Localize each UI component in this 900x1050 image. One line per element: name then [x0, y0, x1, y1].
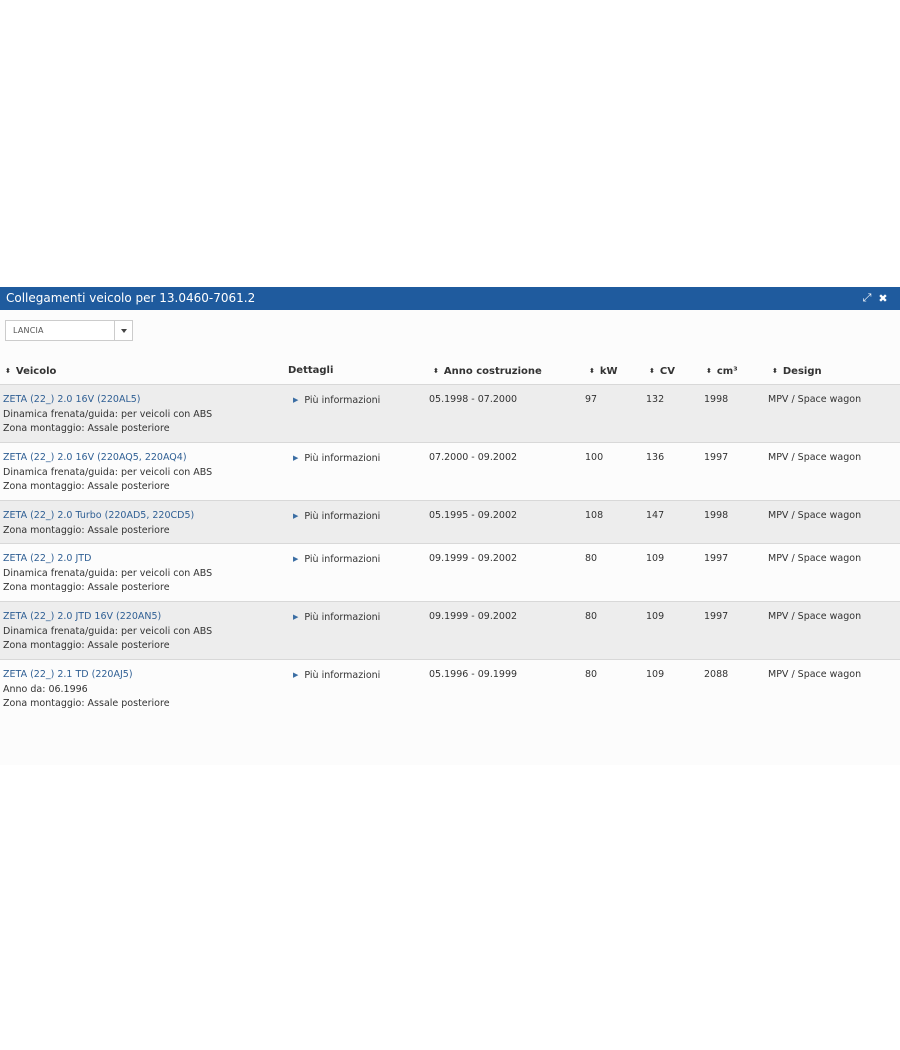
- design-cell: MPV / Space wagon: [768, 669, 862, 680]
- design-cell: MPV / Space wagon: [768, 611, 862, 622]
- caret-right-icon: ▶: [293, 613, 299, 621]
- table-row: [0, 543, 900, 601]
- caret-right-icon: ▶: [293, 454, 299, 462]
- column-header-years[interactable]: [433, 365, 542, 378]
- cv-cell: 109: [646, 553, 665, 564]
- vehicle-link[interactable]: ZETA (22_) 2.0 JTD 16V (220AN5): [3, 611, 162, 622]
- vehicle-note: Zona montaggio: Assale posteriore: [3, 698, 170, 709]
- vehicle-note: Dinamica frenata/guida: per veicoli con ABS: [3, 625, 213, 637]
- column-header-design[interactable]: [772, 365, 822, 378]
- years-cell: 05.1996 - 09.1999: [429, 669, 518, 680]
- more-info-link[interactable]: [293, 393, 380, 409]
- cv-cell: 132: [646, 394, 665, 405]
- more-info-link[interactable]: [293, 610, 380, 626]
- vehicle-note: Zona montaggio: Assale posteriore: [3, 524, 170, 536]
- kw-cell: 97: [585, 394, 598, 405]
- column-header-cv[interactable]: [649, 365, 675, 378]
- cv-cell: 136: [646, 452, 665, 463]
- more-info-label: Più informazioni: [304, 554, 381, 565]
- vehicle-cell: [3, 552, 212, 596]
- more-info-link[interactable]: [293, 509, 380, 525]
- more-info-label: Più informazioni: [304, 511, 381, 522]
- more-info-label: Più informazioni: [304, 453, 381, 464]
- sort-icon: ⬍: [5, 367, 11, 375]
- vehicle-note: Zona montaggio: Assale posteriore: [3, 582, 170, 593]
- cm3-cell: 1997: [704, 553, 729, 564]
- cm3-cell: 1998: [704, 510, 729, 521]
- cv-cell: 147: [646, 510, 665, 521]
- brand-select-value: LANCIA: [13, 326, 44, 335]
- years-cell: 05.1998 - 07.2000: [429, 394, 518, 405]
- sort-icon: ⬍: [589, 367, 595, 375]
- sort-icon: ⬍: [433, 367, 439, 375]
- table-row: [0, 500, 900, 543]
- design-cell: MPV / Space wagon: [768, 553, 862, 564]
- vehicle-note: Zona montaggio: Assale posteriore: [3, 481, 170, 492]
- cm3-cell: 1997: [704, 452, 729, 463]
- cv-cell: 109: [646, 611, 665, 622]
- vehicle-links-dialog: [0, 287, 900, 765]
- column-header-label: kW: [599, 366, 618, 377]
- column-header-label: cm³: [716, 366, 738, 377]
- expand-icon[interactable]: ⤢: [862, 291, 872, 304]
- more-info-link[interactable]: [293, 668, 380, 684]
- kw-cell: 108: [585, 510, 604, 521]
- column-header-label: Design: [782, 366, 822, 377]
- table-row: [0, 384, 900, 442]
- design-cell: MPV / Space wagon: [768, 452, 862, 463]
- caret-right-icon: ▶: [293, 396, 299, 404]
- column-header-cm3[interactable]: [706, 365, 738, 378]
- caret-right-icon: ▶: [293, 555, 299, 563]
- vehicle-cell: [3, 668, 170, 712]
- column-header-kw[interactable]: [589, 365, 618, 378]
- kw-cell: 80: [585, 611, 598, 622]
- kw-cell: 100: [585, 452, 604, 463]
- kw-cell: 80: [585, 669, 598, 680]
- more-info-label: Più informazioni: [304, 612, 381, 623]
- vehicle-cell: [3, 610, 212, 654]
- caret-down-icon: [121, 329, 127, 333]
- vehicle-cell: [3, 451, 212, 495]
- dialog-titlebar: [0, 287, 900, 310]
- vehicle-link[interactable]: ZETA (22_) 2.0 16V (220AQ5, 220AQ4): [3, 452, 187, 463]
- table-row: [0, 659, 900, 721]
- vehicle-note: Zona montaggio: Assale posteriore: [3, 640, 170, 651]
- design-cell: MPV / Space wagon: [768, 394, 862, 405]
- vehicle-note: Dinamica frenata/guida: per veicoli con ABS: [3, 567, 213, 579]
- vehicle-link[interactable]: ZETA (22_) 2.1 TD (220AJ5): [3, 669, 133, 680]
- design-cell: MPV / Space wagon: [768, 510, 862, 521]
- vehicle-note: Anno da: 06.1996: [3, 683, 88, 695]
- sort-icon: ⬍: [649, 367, 655, 375]
- caret-right-icon: ▶: [293, 671, 299, 679]
- kw-cell: 80: [585, 553, 598, 564]
- vehicle-cell: [3, 393, 212, 437]
- cm3-cell: 1997: [704, 611, 729, 622]
- brand-select[interactable]: [5, 320, 133, 341]
- more-info-link[interactable]: [293, 451, 380, 467]
- years-cell: 07.2000 - 09.2002: [429, 452, 518, 463]
- column-header-label: CV: [659, 366, 675, 377]
- caret-right-icon: ▶: [293, 512, 299, 520]
- column-header-label: Veicolo: [15, 366, 57, 377]
- vehicle-link[interactable]: ZETA (22_) 2.0 JTD: [3, 553, 92, 564]
- cm3-cell: 1998: [704, 394, 729, 405]
- column-header-label: Dettagli: [288, 365, 334, 376]
- brand-select-toggle[interactable]: [114, 321, 132, 340]
- vehicle-link[interactable]: ZETA (22_) 2.0 16V (220AL5): [3, 394, 141, 405]
- column-header-details: [288, 365, 333, 377]
- column-header-label: Anno costruzione: [443, 366, 542, 377]
- vehicle-note: Zona montaggio: Assale posteriore: [3, 423, 170, 434]
- more-info-link[interactable]: [293, 552, 380, 568]
- vehicle-cell: [3, 509, 194, 538]
- cv-cell: 109: [646, 669, 665, 680]
- sort-icon: ⬍: [706, 367, 712, 375]
- table-row: [0, 442, 900, 500]
- cm3-cell: 2088: [704, 669, 729, 680]
- close-icon[interactable]: ✖: [878, 291, 888, 305]
- dialog-title: Collegamenti veicolo per 13.0460-7061.2: [6, 291, 256, 305]
- column-header-vehicle[interactable]: [5, 365, 56, 378]
- years-cell: 05.1995 - 09.2002: [429, 510, 518, 521]
- vehicle-note: Dinamica frenata/guida: per veicoli con ABS: [3, 408, 213, 420]
- vehicle-link[interactable]: ZETA (22_) 2.0 Turbo (220AD5, 220CD5): [3, 510, 195, 521]
- years-cell: 09.1999 - 09.2002: [429, 553, 518, 564]
- table-row: [0, 601, 900, 659]
- more-info-label: Più informazioni: [304, 395, 381, 406]
- vehicle-note: Dinamica frenata/guida: per veicoli con ABS: [3, 466, 213, 478]
- sort-icon: ⬍: [772, 367, 778, 375]
- years-cell: 09.1999 - 09.2002: [429, 611, 518, 622]
- more-info-label: Più informazioni: [304, 670, 381, 681]
